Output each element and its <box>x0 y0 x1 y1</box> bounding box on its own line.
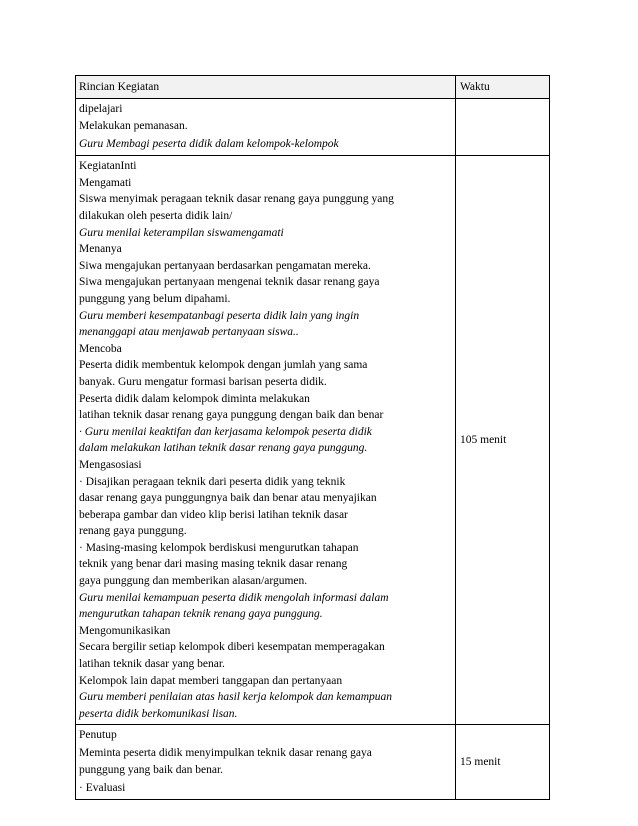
activity-line: Meminta peserta didik menyimpulkan teknik dasar renang gaya <box>79 746 372 759</box>
table-row-penutup <box>76 724 549 799</box>
activity-table <box>75 75 550 800</box>
activity-line: menanggapi atau menjawab pertanyaan siswa.. <box>79 326 299 339</box>
activity-line: Guru memberi penilaian atas hasil kerja kelompok dan kemampuan <box>79 691 393 704</box>
activity-line: dasar renang gaya punggungnya baik dan benar atau menyajikan <box>79 492 377 505</box>
activity-line: · Masing-masing kelompok berdiskusi mengurutkan tahapan <box>79 541 359 554</box>
activity-line: latihan teknik dasar yang benar. <box>79 658 225 671</box>
activity-cell <box>76 156 456 724</box>
time-cell: 15 menit <box>460 756 501 769</box>
activity-line: Guru menilai kemampuan peserta didik mengolah informasi dalam <box>79 591 389 604</box>
activity-cell <box>76 99 456 155</box>
activity-line: Guru memberi kesempatanbagi peserta didik lain yang ingin <box>79 309 360 322</box>
activity-line: Kelompok lain dapat memberi tanggapan dan pertanyaan <box>79 674 343 687</box>
activity-line: teknik yang benar dari masing masing teknik dasar renang <box>79 558 348 571</box>
activity-line: Mengamati <box>79 176 132 189</box>
activity-line: Melakukan pemanasan. <box>79 120 188 133</box>
activity-line: punggung yang belum dipahami. <box>79 292 231 305</box>
activity-line: Mencoba <box>79 342 122 355</box>
activity-line: Siswa menyimak peragaan teknik dasar renang gaya punggung yang <box>79 193 394 206</box>
activity-line: · Evaluasi <box>79 781 126 794</box>
table-row-kegiatan-inti <box>76 155 549 724</box>
activity-line: dalam melakukan latihan teknik dasar renang gaya punggung. <box>79 442 368 455</box>
activity-line: beberapa gambar dan video klip berisi latihan teknik dasar <box>79 508 348 521</box>
activity-line: KegiatanInti <box>79 160 137 173</box>
activity-line: · Disajikan peragaan teknik dari peserta didik yang teknik <box>79 475 346 488</box>
activity-line: · Guru menilai keaktifan dan kerjasama kelompok peserta didik <box>79 425 372 438</box>
activity-line: Menanya <box>79 243 122 256</box>
activity-line: gaya punggung dan memberikan alasan/argumen. <box>79 575 308 588</box>
activity-line: Peserta didik dalam kelompok diminta melakukan <box>79 392 310 405</box>
activity-line: Secara bergilir setiap kelompok diberi kesempatan memperagakan <box>79 641 385 654</box>
activity-line: peserta didik berkomunikasi lisan. <box>79 707 238 720</box>
activity-line: punggung yang baik dan benar. <box>79 764 224 777</box>
activity-line: Penutup <box>79 729 117 742</box>
time-cell: 105 menit <box>460 434 507 447</box>
activity-line: mengurutkan tahapan teknik renang gaya punggung. <box>79 608 323 621</box>
activity-line: dilakukan oleh peserta didik lain/ <box>79 210 233 222</box>
activity-line: Guru menilai keterampilan siswamengamati <box>79 226 284 239</box>
activity-line: Peserta didik membentuk kelompok dengan jumlah yang sama <box>79 359 368 372</box>
activity-line: banyak. Guru mengatur formasi barisan peserta didik. <box>79 375 327 388</box>
activity-line: Mengomunikasikan <box>79 624 171 637</box>
activity-line: Siwa mengajukan pertanyaan mengenai teknik dasar renang gaya <box>79 276 380 289</box>
activity-cell <box>76 725 456 799</box>
activity-line: dipelajari <box>79 103 123 115</box>
activity-line: renang gaya punggung. <box>79 525 187 538</box>
time-cell <box>456 99 549 155</box>
activity-line: Guru Membagi peserta didik dalam kelompok-kelompok <box>79 137 339 150</box>
header-waktu: Waktu <box>460 81 490 93</box>
header-rincian-kegiatan: Rincian Kegiatan <box>76 76 456 98</box>
table-row-pendahuluan <box>76 98 549 155</box>
activity-line: Mengasosiasi <box>79 458 142 471</box>
activity-line: latihan teknik dasar renang gaya punggung dengan baik dan benar <box>79 409 384 422</box>
activity-line: Siwa mengajukan pertanyaan berdasarkan pengamatan mereka. <box>79 259 371 272</box>
table-header-row <box>76 76 549 98</box>
